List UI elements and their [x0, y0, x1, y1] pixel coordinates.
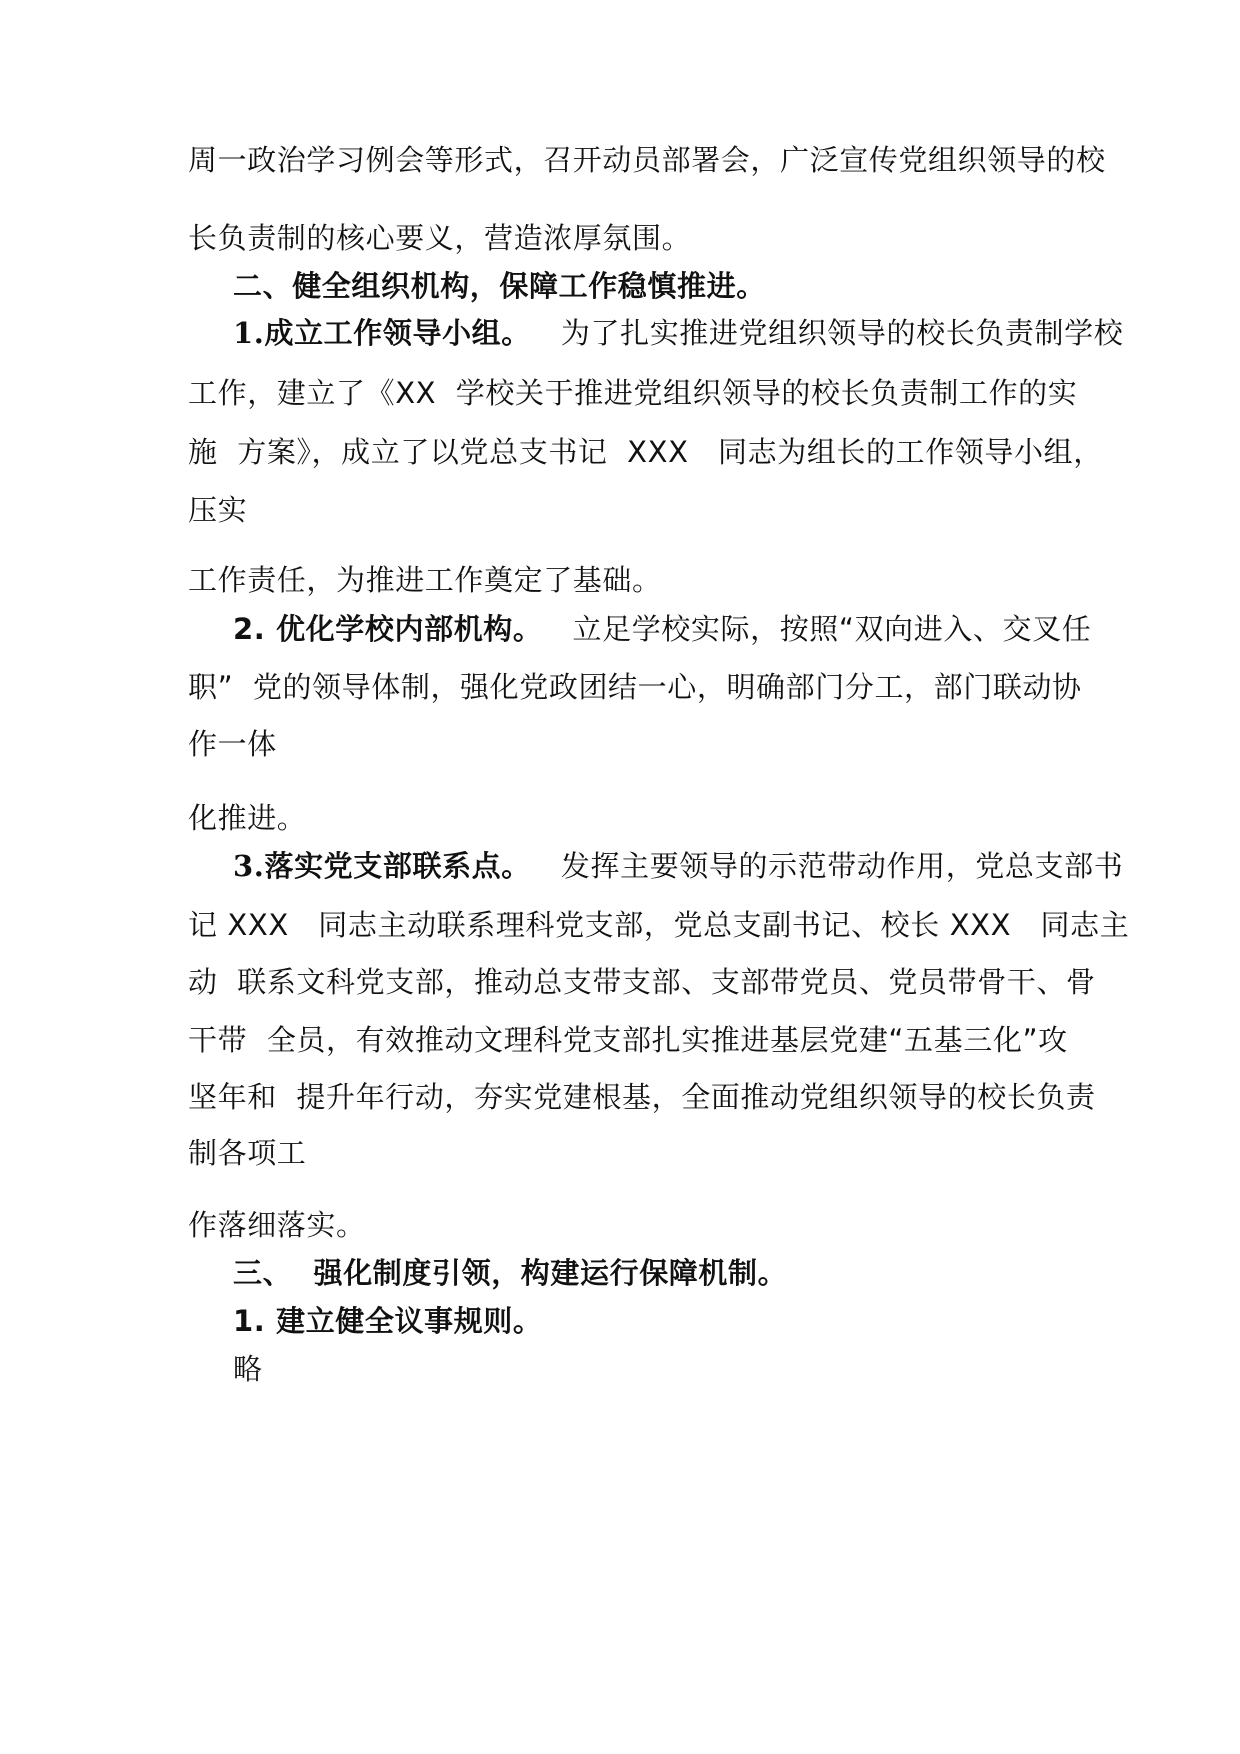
list-item-heading: [233, 846, 1123, 886]
item-text: 为了扎实推进党组织领导的校长负责制学校: [560, 316, 1124, 350]
list-item-heading: 1. 建立健全议事规则。: [233, 1304, 543, 1338]
list-item-heading: [233, 609, 1091, 649]
item-text: 立足学校实际，按照“双向进入、交叉任: [572, 612, 1092, 646]
body-line: 施 方案》，成立了以党总支书记 XXX 同志为组长的工作领导小组，: [188, 435, 1103, 469]
section-heading: 三、 强化制度引领，构建运行保障机制。: [233, 1256, 788, 1290]
body-line: 干带 全员，有效推动文理科党支部扎实推进基层党建“五基三化”攻: [188, 1023, 1068, 1057]
body-line: 动 联系文科党支部，推动总支带支部、支部带党员、党员带骨干、骨: [188, 965, 1096, 999]
body-line: 长负责制的核心要义，营造浓厚氛围。: [188, 221, 692, 255]
list-item-heading: [233, 313, 1123, 353]
body-line: 工作责任，为推进工作奠定了基础。: [188, 563, 662, 597]
body-line: 作一体: [188, 727, 277, 761]
item-title: 成立工作领导小组。: [264, 316, 531, 350]
omitted-text: 略: [233, 1352, 263, 1386]
body-line: 记 XXX 同志主动联系理科党支部，党总支副书记、校长 XXX 同志主: [188, 908, 1130, 942]
body-line: 工作，建立了《XX 学校关于推进党组织领导的校长负责制工作的实: [188, 376, 1078, 410]
body-line: 职” 党的领导体制，强化党政团结一心，明确部门分工，部门联动协: [188, 670, 1082, 704]
body-line: 压实: [188, 493, 248, 527]
item-number: 1.: [233, 316, 265, 350]
item-title: 2. 优化学校内部机构。: [233, 612, 543, 646]
body-line: 坚年和 提升年行动，夯实党建根基，全面推动党组织领导的校长负责: [188, 1080, 1096, 1114]
item-title: 落实党支部联系点。: [264, 849, 531, 883]
body-line: 制各项工: [188, 1136, 307, 1170]
body-line: 作落细落实。: [188, 1208, 366, 1242]
item-text: 发挥主要领导的示范带动作用，党总支部书: [560, 849, 1124, 883]
section-heading: 二、健全组织机构，保障工作稳慎推进。: [233, 269, 766, 303]
item-number: 3.: [233, 849, 265, 883]
body-line: 化推进。: [188, 801, 307, 835]
body-line: 周一政治学习例会等形式，召开动员部署会，广泛宣传党组织领导的校: [188, 143, 1106, 177]
